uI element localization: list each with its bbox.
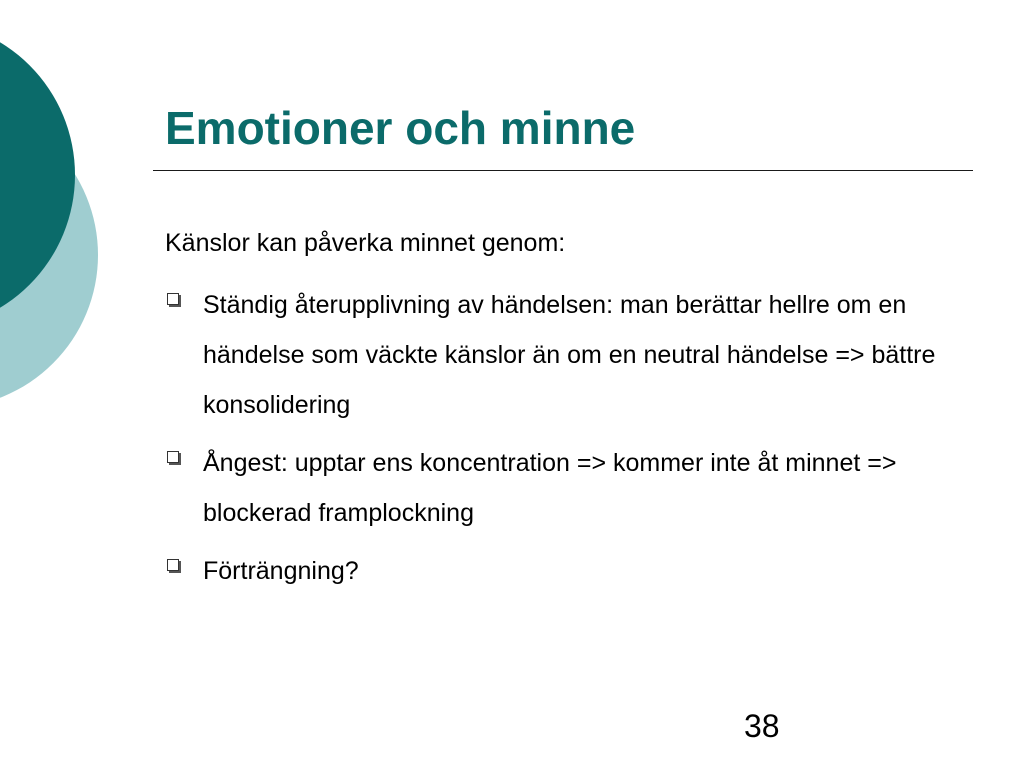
hollow-square-bullet-icon bbox=[167, 559, 179, 571]
bullet-text: Ångest: upptar ens koncentration => kommer inte åt minnet => blockerad framplockning bbox=[203, 449, 897, 527]
hollow-square-bullet-icon bbox=[167, 293, 179, 305]
hollow-square-bullet-icon bbox=[167, 451, 179, 463]
bullet-item bbox=[165, 280, 965, 430]
bullet-list bbox=[165, 280, 965, 604]
bullet-text: Förträngning? bbox=[203, 557, 359, 585]
bullet-item bbox=[165, 546, 965, 596]
bullet-text: Ständig återupplivning av händelsen: man berättar hellre om en händelse som väckte känslor än om en neutral händelse => bättre konsolidering bbox=[203, 291, 936, 419]
page-number: 38 bbox=[744, 708, 780, 744]
bullet-item bbox=[165, 438, 965, 538]
intro-text: Känslor kan påverka minnet genom: bbox=[165, 229, 566, 257]
title-divider bbox=[153, 170, 973, 171]
slide-title: Emotioner och minne bbox=[165, 102, 636, 154]
decorative-circles bbox=[0, 0, 110, 410]
